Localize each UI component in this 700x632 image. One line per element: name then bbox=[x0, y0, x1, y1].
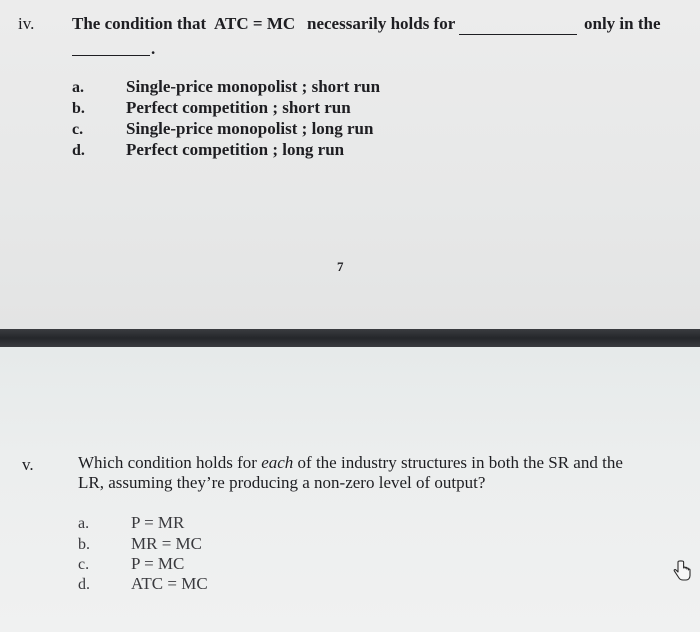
question-stem-part3: necessarily holds for bbox=[307, 14, 456, 33]
question-stem-part1: Which condition holds for bbox=[78, 453, 257, 472]
option-text: P = MC bbox=[131, 554, 185, 573]
option-text: MR = MC bbox=[131, 534, 202, 553]
question-stem-condition: ATC = MC bbox=[214, 14, 296, 33]
question-number: iv. bbox=[18, 14, 35, 33]
option-letter: a. bbox=[78, 515, 90, 532]
question-stem-end: . bbox=[151, 39, 156, 58]
option-text: ATC = MC bbox=[131, 574, 208, 593]
option-text: Single-price monopolist ; long run bbox=[126, 119, 374, 138]
option-letter: d. bbox=[78, 576, 90, 593]
option-letter: d. bbox=[72, 142, 85, 159]
question-stem-line2: LR, assuming they’re producing a non-zero level of output? bbox=[78, 473, 486, 492]
option-text: P = MR bbox=[131, 513, 185, 532]
option-letter: b. bbox=[72, 100, 85, 117]
question-stem-line1 bbox=[78, 452, 623, 474]
option-text: Perfect competition ; short run bbox=[126, 98, 351, 117]
hand-pointer-icon bbox=[672, 560, 692, 582]
question-stem-emphasis: each bbox=[261, 453, 294, 472]
question-stem-part4: only in the bbox=[584, 14, 661, 33]
option-letter: b. bbox=[78, 536, 90, 553]
option-letter: a. bbox=[72, 79, 84, 96]
option-letter: c. bbox=[78, 556, 90, 573]
page-divider bbox=[0, 329, 700, 347]
question-stem-part2: of the industry structures in both the SR and the bbox=[297, 453, 623, 472]
option-text: Single-price monopolist ; short run bbox=[126, 77, 381, 96]
option-text: Perfect competition ; long run bbox=[126, 140, 345, 159]
answer-blank-1 bbox=[459, 34, 577, 35]
option-letter: c. bbox=[72, 121, 84, 138]
question-number: v. bbox=[22, 455, 34, 474]
question-stem-part1: The condition that bbox=[72, 14, 207, 33]
answer-blank-2 bbox=[72, 55, 150, 56]
page-number: 7 bbox=[337, 259, 344, 274]
